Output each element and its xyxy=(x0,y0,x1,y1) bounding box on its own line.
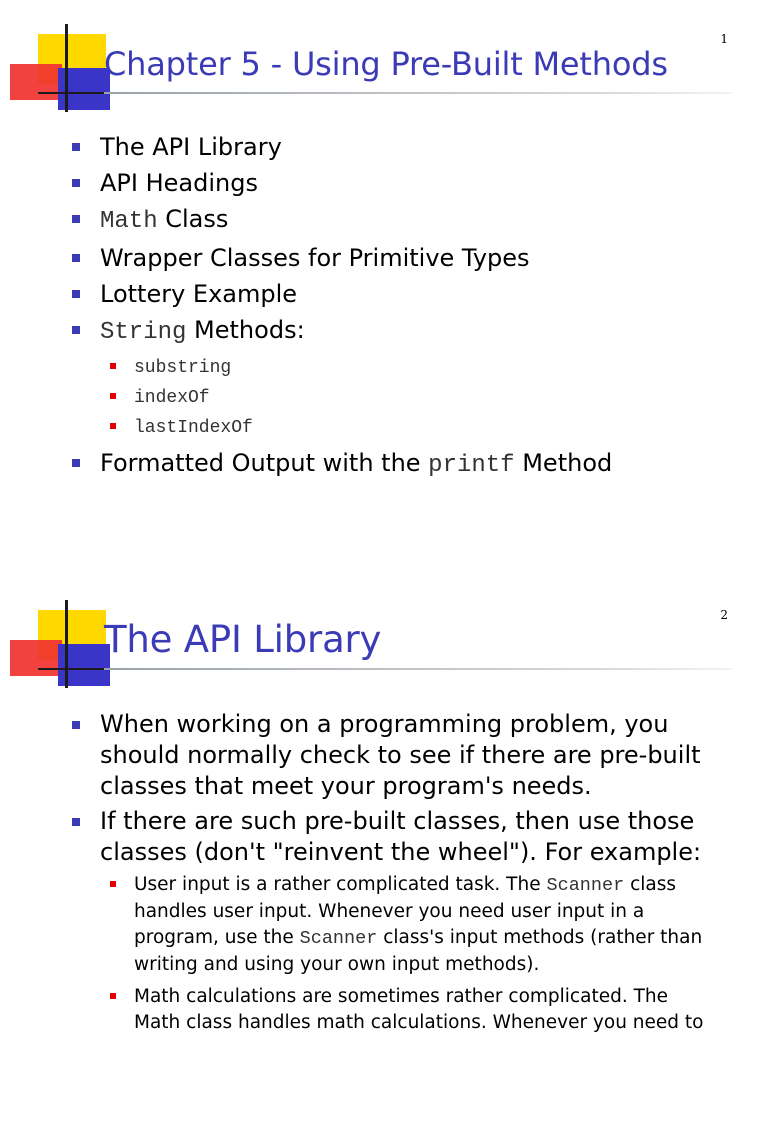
code-text: Math xyxy=(100,208,158,235)
bullet-item xyxy=(72,201,612,240)
deco-vertical-line xyxy=(65,24,68,112)
title-underline xyxy=(104,92,732,94)
bullet-list xyxy=(72,129,612,484)
bullet-list xyxy=(72,709,732,1042)
bullet-text: class handles user input. Whenever you need user input in a program, use the xyxy=(134,874,677,948)
bullet-item xyxy=(72,445,612,484)
bullet-item: Lottery Example xyxy=(72,276,612,312)
code-text: Scanner xyxy=(546,875,625,896)
bullet-text: class's input methods (rather than writing and using your own input methods). xyxy=(134,927,703,975)
sub-bullet-item: lastIndexOf xyxy=(110,413,612,443)
bullet-item: If there are such pre-built classes, then use those classes (don't "reinvent the wheel"). For example: xyxy=(72,806,732,868)
bullet-text: User input is a rather complicated task. The xyxy=(134,874,547,895)
slide-title: Chapter 5 - Using Pre-Built Methods xyxy=(104,45,668,83)
page-number: 2 xyxy=(720,608,728,622)
sub-bullet-list xyxy=(110,872,710,1036)
bullet-item xyxy=(72,312,612,351)
sub-bullet-item: indexOf xyxy=(110,383,612,413)
bullet-text: Method xyxy=(514,449,613,477)
code-text: printf xyxy=(428,452,515,479)
code-text: Scanner xyxy=(299,928,378,949)
bullet-text: Formatted Output with the xyxy=(100,449,429,477)
title-decoration-graphic xyxy=(10,600,110,690)
bullet-text: Class xyxy=(157,205,229,233)
sub-bullet-list xyxy=(110,353,612,443)
bullet-text: Methods: xyxy=(186,316,305,344)
slide-title: The API Library xyxy=(104,618,382,661)
sub-list-container xyxy=(72,872,732,1036)
code-text: String xyxy=(100,319,187,346)
slide-2 xyxy=(0,576,768,1136)
slide-1 xyxy=(0,0,768,560)
bullet-item: The API Library xyxy=(72,129,612,165)
bullet-item: Wrapper Classes for Primitive Types xyxy=(72,240,612,276)
deco-vertical-line xyxy=(65,600,68,688)
title-underline xyxy=(104,668,732,670)
sub-bullet-item: Math calculations are sometimes rather complicated. The Math class handles math calculations. Whenever you need to xyxy=(110,984,710,1036)
sub-bullet-item xyxy=(110,872,710,978)
title-decoration-graphic xyxy=(10,24,110,114)
deco-red-square xyxy=(10,64,62,100)
sub-bullet-item: substring xyxy=(110,353,612,383)
bullet-item: API Headings xyxy=(72,165,612,201)
sub-list-container xyxy=(72,353,612,443)
deco-red-square xyxy=(10,640,62,676)
page-number: 1 xyxy=(720,32,728,46)
bullet-item: When working on a programming problem, you should normally check to see if there are pre-built classes that meet your program's needs. xyxy=(72,709,732,802)
